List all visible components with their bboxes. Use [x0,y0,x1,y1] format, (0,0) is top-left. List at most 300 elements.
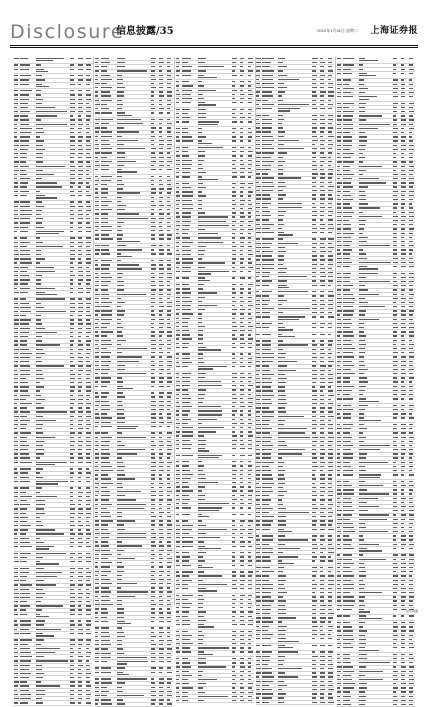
row-name-text [182,62,189,63]
row-description-text [198,113,207,114]
row-value-text [240,58,244,59]
row-value-text [232,486,236,487]
row-description-text [117,188,124,189]
row-value-text [312,280,316,281]
row-name-text [182,495,190,496]
row-description-text [117,661,149,662]
row-code-text [14,258,19,259]
row-value-text [167,157,171,158]
row-value-text [409,489,413,490]
row-code-text [176,109,180,110]
row-value-text [159,377,164,378]
row-value-text [232,208,235,209]
disclosure-table [14,57,415,605]
row-value-text [78,283,81,284]
row-value-text [393,289,397,290]
row-name-text [262,100,268,101]
row-value-text [151,314,155,315]
row-value-text [159,327,164,328]
row-name-text [182,385,190,386]
row-value-text [409,136,412,137]
row-name-text [262,457,271,458]
row-code-text [95,314,99,315]
row-value-text [312,664,316,665]
row-name-text [182,191,193,192]
row-value-text [159,140,164,141]
section-page-label: 信息披露/35 [116,26,174,37]
row-description-text [36,231,64,232]
row-value-text [159,661,164,662]
row-value-text [167,218,171,219]
row-name-text [343,535,349,536]
row-value-text [393,323,397,324]
row-name-text [182,313,194,314]
row-value-text [232,700,237,701]
row-name-text [101,495,111,496]
row-code-text [337,285,341,286]
row-name-text [20,593,30,594]
row-value-text [312,370,317,371]
row-code-text [14,271,18,272]
row-code-text [256,592,259,593]
row-value-text [328,316,333,317]
row-value-text [78,629,83,630]
row-value-text [248,168,252,169]
row-value-text [167,648,172,649]
row-description-text [278,575,285,576]
row-value-text [320,600,323,601]
row-code-text [95,453,99,454]
row-value-text [328,83,333,84]
row-value-text [320,524,325,525]
row-value-text [401,306,405,307]
row-code-text [95,703,99,704]
row-name-text [101,703,112,704]
row-code-text [14,472,18,473]
row-value-text [70,445,74,446]
row-value-text [70,685,75,686]
row-value-text [70,546,73,547]
row-value-text [240,168,245,169]
row-value-text [401,73,404,74]
row-code-text [176,62,181,63]
row-value-text [248,98,252,99]
row-value-text [151,695,156,696]
row-code-text [14,462,18,463]
row-code-text [95,437,98,438]
row-code-text [95,95,99,96]
row-name-text [262,697,272,698]
row-value-text [232,136,236,137]
row-code-text [95,184,98,185]
row-value-text [86,546,91,547]
row-value-text [151,462,156,463]
row-value-text [401,340,405,341]
row-value-text [328,243,332,244]
row-description-text [117,413,124,414]
row-value-text [320,75,325,76]
row-name-text [101,104,107,105]
row-value-text [151,75,155,76]
row-value-text [401,361,406,362]
row-description-text [278,617,296,618]
row-value-text [70,468,73,469]
row-description-text [36,660,68,661]
row-value-text [78,416,82,417]
row-description-text [198,696,228,697]
row-value-text [312,148,317,149]
row-name-text [101,661,108,662]
row-value-text [78,258,81,259]
row-value-text [151,58,156,59]
row-value-text [86,492,91,493]
row-value-text [232,309,237,310]
row-description-text [117,437,147,438]
row-code-text [95,682,99,683]
row-description-text [278,386,285,387]
row-value-text [86,420,90,421]
row-value-text [159,131,163,132]
row-value-text [86,411,91,412]
row-value-text [328,697,333,698]
row-description-text [278,186,285,187]
row-value-text [159,392,164,393]
row-value-text [248,216,251,217]
row-code-text [256,247,260,248]
row-code-text [14,307,19,308]
row-name-text [343,224,351,225]
row-code-text [14,292,19,293]
row-value-text [70,353,73,354]
row-value-text [78,237,82,238]
row-value-text [409,228,414,229]
row-description-text [117,95,124,96]
row-value-text [70,250,75,251]
row-name-text [262,681,273,682]
row-value-text [248,277,251,278]
row-code-text [95,405,100,406]
row-value-text [232,575,236,576]
row-code-text [256,58,261,59]
row-value-text [78,227,82,228]
row-code-text [337,96,341,97]
row-name-text [262,251,272,252]
row-value-text [320,119,324,120]
row-description-text [359,381,368,382]
row-name-text [101,657,111,658]
row-name-text [101,627,109,628]
row-value-text [393,266,397,267]
row-code-text [337,79,341,80]
row-value-text [312,316,316,317]
row-name-text [101,285,108,286]
row-value-text [328,95,333,96]
row-description-text [198,599,205,600]
row-value-text [167,314,172,315]
row-code-text [256,474,260,475]
row-value-text [159,608,162,609]
row-code-text [256,504,260,505]
row-value-text [232,616,236,617]
row-description-text [198,406,221,407]
row-name-text [101,640,110,641]
row-code-text [95,62,98,63]
row-value-text [70,487,73,488]
row-value-text [159,277,163,278]
row-value-text [248,258,251,259]
row-name-text [101,381,111,382]
row-value-text [151,62,156,63]
row-name-text [182,85,194,86]
row-value-text [393,233,397,234]
row-value-text [86,487,90,488]
row-value-text [151,188,156,189]
row-value-text [86,288,91,289]
row-value-text [151,566,154,567]
row-code-text [256,416,260,417]
row-value-text [78,390,81,391]
row-description-text [278,424,284,425]
row-name-text [262,312,270,313]
row-description-text [278,190,283,191]
row-name-text [20,437,27,438]
row-value-text [167,627,170,628]
row-value-text [159,445,164,446]
row-code-text [176,237,181,238]
row-code-text [14,303,18,304]
row-value-text [320,457,324,458]
row-value-text [248,381,251,382]
row-name-text [262,173,268,174]
row-value-text [393,174,398,175]
row-name-text [182,377,190,378]
row-code-text [176,431,181,432]
row-description-text [278,66,287,67]
row-name-text [182,75,191,76]
row-value-text [151,356,156,357]
row-value-text [409,527,412,528]
row-code-text [176,482,180,483]
row-value-text [232,651,235,652]
row-value-text [312,285,317,286]
row-value-text [151,441,154,442]
row-value-text [70,166,75,167]
row-value-text [240,406,245,407]
row-description-text [36,656,44,657]
row-value-text [232,595,236,596]
row-value-text [409,514,414,515]
row-value-text [320,224,325,225]
row-code-text [95,230,98,231]
row-description-text [278,382,286,383]
row-value-text [232,414,235,415]
row-value-text [167,608,170,609]
row-code-text [256,600,260,601]
row-description-text [198,373,207,374]
row-value-text [86,99,91,100]
row-value-text [78,614,82,615]
row-name-text [343,531,355,532]
row-name-text [20,416,27,417]
row-value-text [167,253,172,254]
row-name-text [182,366,189,367]
row-code-text [256,478,260,479]
row-value-text [320,399,323,400]
row-value-text [151,648,156,649]
row-name-text [20,395,30,396]
row-value-text [320,651,325,652]
row-value-text [248,419,251,420]
row-code-text [176,537,180,538]
row-description-text [117,140,138,141]
row-name-text [262,605,271,606]
row-description-text [36,191,40,192]
row-value-text [151,192,156,193]
row-value-text [409,510,414,511]
row-name-text [101,331,113,332]
row-code-text [14,620,17,621]
row-code-text [256,157,260,158]
row-value-text [232,322,236,323]
row-value-text [70,319,74,320]
row-description-text [36,86,49,87]
row-description-text [36,328,45,329]
row-code-text [176,631,180,632]
row-code-text [95,66,100,67]
row-value-text [86,378,90,379]
row-code-text [176,353,179,354]
row-name-text [20,201,30,202]
row-code-text [14,411,18,412]
row-value-text [167,600,171,601]
row-value-text [70,115,73,116]
row-code-text [14,115,19,116]
row-code-text [14,170,19,171]
row-value-text [328,672,333,673]
row-code-text [14,124,17,125]
row-name-text [343,527,354,528]
row-value-text [328,539,332,540]
row-value-text [78,517,81,518]
table-row [14,560,92,567]
row-name-text [343,157,351,158]
row-value-text [78,374,81,375]
row-value-text [401,365,406,366]
row-code-text [337,481,341,482]
row-code-text [256,194,261,195]
row-value-text [312,556,317,557]
row-value-text [401,92,405,93]
row-name-text [101,409,111,410]
row-value-text [320,520,325,521]
row-value-text [248,229,253,230]
row-value-text [70,136,75,137]
row-value-text [232,358,235,359]
table-column [95,57,173,605]
row-code-text [14,468,17,469]
row-code-text [337,140,341,141]
row-name-text [20,597,30,598]
row-value-text [328,194,331,195]
row-name-text [101,508,107,509]
row-value-text [151,457,155,458]
row-code-text [14,386,18,387]
row-value-text [232,297,236,298]
row-value-text [409,124,413,125]
row-description-text [117,241,140,242]
row-name-text [262,243,272,244]
row-value-text [401,119,406,120]
row-value-text [70,84,75,85]
row-value-text [167,104,171,105]
row-name-text [262,327,268,328]
row-code-text [337,428,342,429]
row-value-text [167,545,171,546]
row-value-text [248,250,252,251]
row-value-text [232,85,235,86]
row-value-text [78,174,83,175]
row-value-text [151,672,155,673]
row-description-text [278,656,285,657]
row-name-text [101,600,110,601]
row-value-text [159,344,164,345]
row-value-text [70,145,75,146]
row-value-text [70,298,75,299]
row-code-text [14,206,18,207]
row-name-text [20,614,27,615]
row-description-text [359,75,376,76]
row-description-text [359,268,378,269]
row-description-text [359,420,381,421]
row-value-text [86,307,90,308]
row-value-text [328,308,332,309]
row-name-text [101,264,111,265]
row-value-text [240,353,243,354]
row-value-text [240,121,243,122]
row-code-text [95,470,99,471]
row-description-text [36,616,49,617]
row-value-text [151,66,156,67]
row-value-text [151,524,155,525]
row-value-text [240,431,244,432]
row-code-text [176,533,181,534]
row-value-text [86,660,89,661]
row-value-text [320,474,325,475]
row-code-text [14,99,18,100]
row-description-text [117,537,146,538]
row-value-text [328,291,333,292]
row-value-text [393,539,396,540]
row-value-text [393,481,396,482]
row-description-text [117,171,137,172]
row-value-text [328,552,333,553]
row-code-text [176,305,180,306]
row-value-text [401,79,404,80]
row-value-text [393,485,397,486]
row-value-text [393,519,398,520]
row-value-text [248,271,252,272]
row-code-text [95,268,100,269]
row-value-text [70,124,75,125]
row-code-text [337,449,340,450]
row-value-text [86,702,91,703]
row-code-text [256,596,259,597]
row-name-text [20,353,32,354]
row-name-text [101,462,110,463]
row-value-text [86,424,91,425]
row-name-text [182,353,191,354]
row-name-text [101,352,111,353]
